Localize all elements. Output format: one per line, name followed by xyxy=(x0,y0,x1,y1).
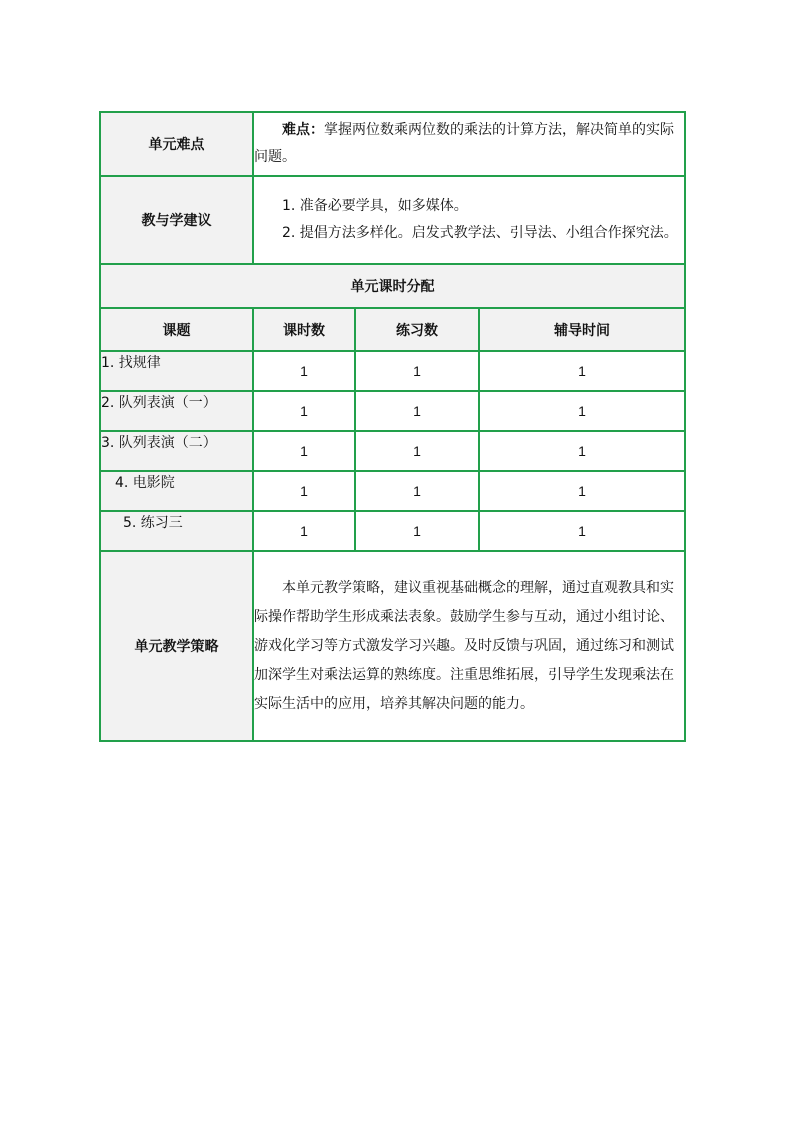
table-row xyxy=(100,351,685,391)
difficulty-prefix: 难点： xyxy=(282,122,324,138)
strategy-text: 本单元教学策略，建议重视基础概念的理解，通过直观教具和实际操作帮助学生形成乘法表象。鼓励学生参与互动，通过小组讨论、游戏化学习等方式激发学习兴趣。及时反馈与巩固，通过练习和测试加深学生对乘法运算的熟练度。注重思维拓展，引导学生发现乘法在实际生活中的应用，培养其解决问题的能力。 xyxy=(253,551,685,741)
lesson-name: 2. 队列表演（一） xyxy=(100,391,253,431)
difficulty-text: 掌握两位数乘两位数的乘法的计算方法，解决简单的实际问题。 xyxy=(254,122,674,165)
lesson-hours: 1 xyxy=(253,351,355,391)
header-topic: 课题 xyxy=(100,308,253,351)
table-row xyxy=(100,471,685,511)
strategy-label: 单元教学策略 xyxy=(100,551,253,741)
lesson-tutoring: 1 xyxy=(479,351,685,391)
header-exercises: 练习数 xyxy=(355,308,479,351)
lesson-name: 1. 找规律 xyxy=(100,351,253,391)
difficulty-content xyxy=(253,112,685,176)
lesson-exercises: 1 xyxy=(355,471,479,511)
difficulty-label: 单元难点 xyxy=(100,112,253,176)
lesson-name: 3. 队列表演（二） xyxy=(100,431,253,471)
difficulty-row xyxy=(100,112,685,176)
allocation-header-row xyxy=(100,308,685,351)
lesson-tutoring: 1 xyxy=(479,391,685,431)
lesson-hours: 1 xyxy=(253,391,355,431)
lesson-hours: 1 xyxy=(253,431,355,471)
lesson-name: 4. 电影院 xyxy=(100,471,253,511)
suggestions-row xyxy=(100,176,685,264)
lesson-tutoring: 1 xyxy=(479,431,685,471)
table-row xyxy=(100,511,685,551)
lesson-exercises: 1 xyxy=(355,431,479,471)
suggestion-item: 1. 准备必要学具，如多媒体。 xyxy=(282,198,468,214)
allocation-title-row xyxy=(100,264,685,308)
lesson-tutoring: 1 xyxy=(479,471,685,511)
table-row xyxy=(100,391,685,431)
header-hours: 课时数 xyxy=(253,308,355,351)
lesson-tutoring: 1 xyxy=(479,511,685,551)
suggestion-item: 2. 提倡方法多样化。启发式教学法、引导法、小组合作探究法。 xyxy=(282,225,678,241)
lesson-name: 5. 练习三 xyxy=(100,511,253,551)
lesson-exercises: 1 xyxy=(355,391,479,431)
lesson-exercises: 1 xyxy=(355,351,479,391)
header-tutoring: 辅导时间 xyxy=(479,308,685,351)
suggestions-label: 教与学建议 xyxy=(100,176,253,264)
lesson-hours: 1 xyxy=(253,471,355,511)
table-row xyxy=(100,431,685,471)
strategy-row xyxy=(100,551,685,741)
lesson-hours: 1 xyxy=(253,511,355,551)
suggestions-content xyxy=(253,176,685,264)
lesson-exercises: 1 xyxy=(355,511,479,551)
allocation-title: 单元课时分配 xyxy=(100,264,685,308)
unit-plan-table xyxy=(99,111,686,742)
